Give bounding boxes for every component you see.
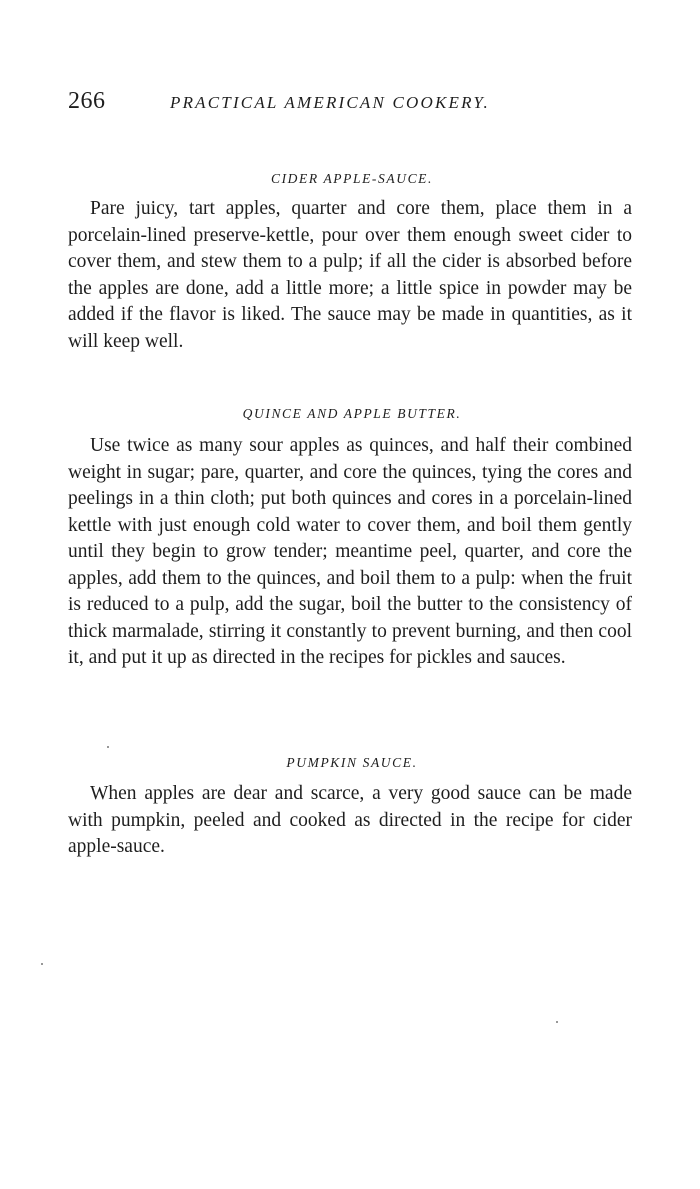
- paper-speck: [107, 746, 109, 748]
- page-number: 266: [68, 88, 106, 114]
- running-head: [68, 88, 636, 118]
- section-heading-quince-and-apple-butter: QUINCE AND APPLE BUTTER.: [242, 406, 462, 421]
- section-heading-pumpkin-sauce: PUMPKIN SAUCE.: [286, 755, 418, 770]
- paper-speck: [41, 963, 43, 965]
- paper-speck: [556, 1021, 558, 1023]
- section-text-pumpkin-sauce: When apples are dear and scarce, a very good sauce can be made with pumpkin, peeled and cooked as directed in the recipe for cider apple-sauce.: [68, 783, 632, 857]
- running-title: PRACTICAL AMERICAN COOKERY.: [170, 93, 490, 112]
- section-text-cider-apple-sauce: Pare juicy, tart apples, quarter and core them, place them in a porcelain-lined preserve-kettle, pour over them enough sweet cider to cover them, and stew them to a pulp; if all the cider is absorbed before the apples are done, add a little more; a little spice in powder may be added if the flavor is liked. The sauce may be made in quantities, as it will keep well.: [68, 198, 632, 352]
- section-heading-cider-apple-sauce: CIDER APPLE-SAUCE.: [270, 171, 434, 186]
- section-text-quince-and-apple-butter: Use twice as many sour apples as quinces, and half their combined weight in sugar; pare, quarter, and core the quinces, tying the cores and peelings in a thin cloth; put both quinces and cores in a porcelain-lined kettle with just enough cold water to cover them, and boil them gently until they begin to grow tender; meantime peel, quarter, and core the apples, add them to the quinces, and boil them to a pulp: when the fruit is reduced to a pulp, add the sugar, boil the butter to the consistency of thick marmalade, stirring it constantly to prevent burning, and then cool it, and put it up as directed in the recipes for pickles and sauces.: [68, 435, 632, 668]
